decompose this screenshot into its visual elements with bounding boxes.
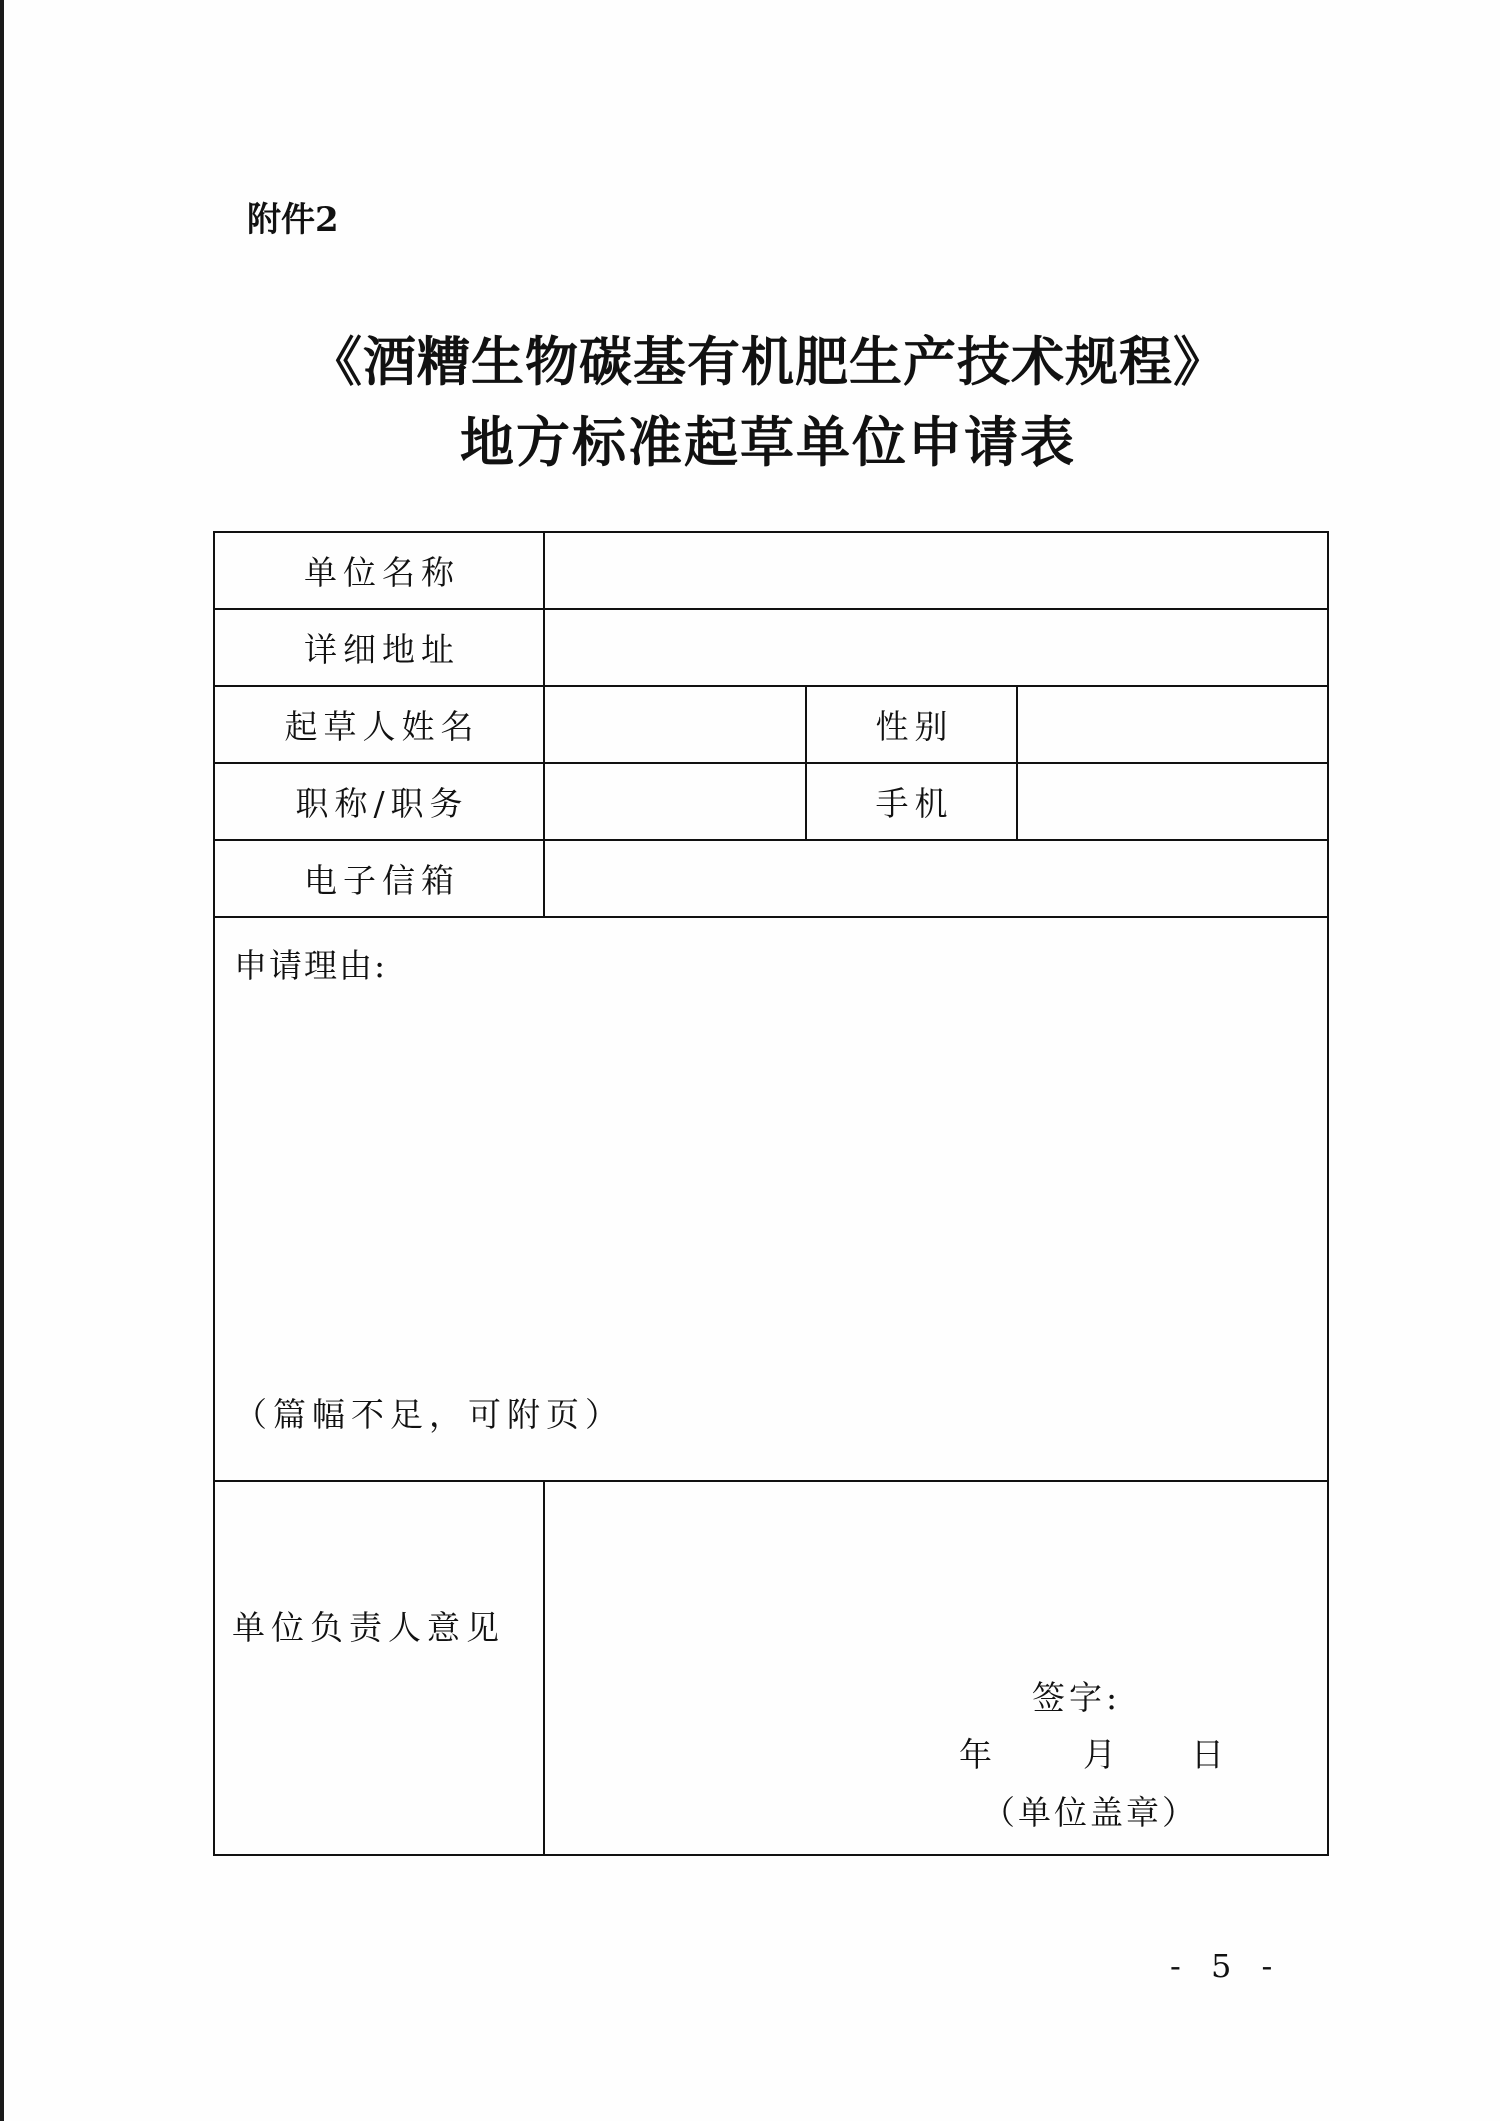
drafter-name-label-cell [214,686,544,763]
document-title [36,328,1500,476]
gender-label: 性别 [875,707,954,746]
drafter-name-label: 起草人姓名 [284,707,480,746]
address-value-cell [544,609,1328,686]
drafter-name-value-cell [544,686,806,763]
email-value-cell [544,840,1328,917]
leader-opinion-label-cell [214,1481,544,1855]
title-position-value-cell [544,763,806,840]
title-position-label-cell [214,763,544,840]
row-unit-name [214,532,1328,609]
mobile-label: 手机 [875,784,954,823]
title-line-2: 地方标准起草单位申请表 [460,410,1076,474]
row-email [214,840,1328,917]
title-position-label: 职称/职务 [295,784,469,823]
row-address [214,609,1328,686]
unit-name-label: 单位名称 [304,553,460,592]
unit-name-label-cell [214,532,544,609]
gender-value-cell [1017,686,1328,763]
row-reason [214,917,1328,1481]
scan-edge-line [0,0,4,2121]
reason-cell [214,917,1328,1481]
row-drafter [214,686,1328,763]
leader-opinion-value-cell [544,1481,1328,1855]
address-label-cell [214,609,544,686]
row-title-position [214,763,1328,840]
leader-opinion-label: 单位负责人意见 [232,1608,505,1647]
email-label: 电子信箱 [304,861,460,900]
gender-label-cell [806,686,1017,763]
reason-note: （篇幅不足，可附页） [234,1395,624,1434]
address-label: 详细地址 [304,630,460,669]
date-year: 年 [959,1735,992,1774]
reason-label: 申请理由: [234,946,388,985]
date-month: 月 [1083,1735,1116,1774]
mobile-value-cell [1017,763,1328,840]
attachment-label: 附件2 [247,200,339,240]
title-line-1: 《酒糟生物碳基有机肥生产技术规程》 [309,331,1227,393]
signature-label: 签字: [1032,1678,1122,1717]
application-form-table [213,531,1329,1856]
seal-label: （单位盖章） [982,1793,1198,1832]
date-day: 日 [1191,1735,1224,1774]
unit-name-value-cell [544,532,1328,609]
mobile-label-cell [806,763,1017,840]
page-number: - 5 - [1170,1947,1283,1985]
email-label-cell [214,840,544,917]
row-leader-opinion [214,1481,1328,1855]
